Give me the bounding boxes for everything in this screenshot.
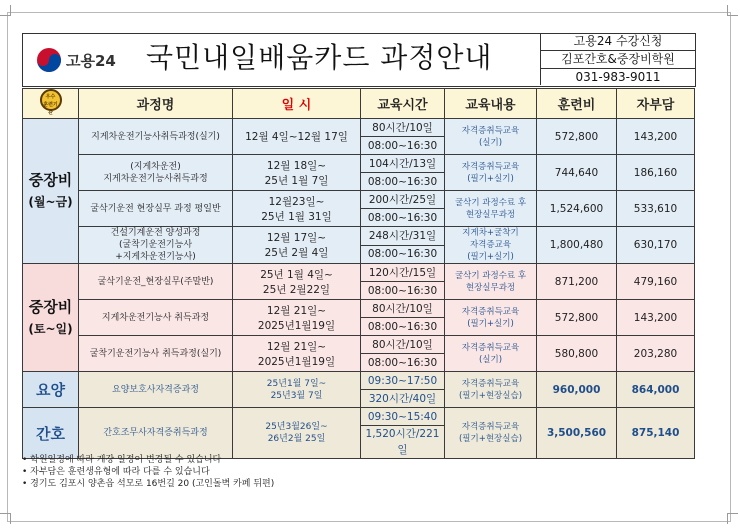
course-self-pay: 143,200 xyxy=(617,300,695,336)
course-content: 굴삭기 과정수료 후 현장실무과정 xyxy=(445,264,537,300)
course-content: 자격증취득교육 (필기+실기) xyxy=(445,300,537,336)
course-fee: 572,800 xyxy=(537,300,617,336)
course-name: 지게차운전기능사취득과정(실기) xyxy=(79,119,233,155)
category-nursing: 간호 xyxy=(23,408,79,459)
course-name: 굴삭기운전_현장실무(주말반) xyxy=(79,264,233,300)
note-line: • 학원일정에 따라 개강 일정이 변경될 수 있습니다 xyxy=(22,455,222,465)
course-content: 자격증취득교육 (필기+현장실습) xyxy=(445,372,537,408)
table-row xyxy=(23,300,695,318)
phone-number: 031-983-9011 xyxy=(575,70,661,84)
course-self-pay: 533,610 xyxy=(617,191,695,227)
table-row xyxy=(23,264,695,282)
course-self-pay: 630,170 xyxy=(617,227,695,264)
course-hours: 80시간/10일 xyxy=(361,119,445,137)
course-self-pay: 875,140 xyxy=(617,408,695,459)
category-heavy-weekend: 중장비 (토~일) xyxy=(23,264,79,372)
course-date: 12월23일~ 25년 1월 31일 xyxy=(233,191,361,227)
header-course: 과정명 xyxy=(79,89,233,119)
course-time: 08:00~16:30 xyxy=(361,137,445,155)
corner-mark xyxy=(727,513,738,524)
course-hours: 80시간/10일 xyxy=(361,336,445,354)
table-row xyxy=(23,119,695,137)
course-date: 25년 1월 4일~ 25년 2월22일 xyxy=(233,264,361,300)
course-fee: 960,000 xyxy=(537,372,617,408)
course-fee: 1,800,480 xyxy=(537,227,617,264)
course-time: 08:00~16:30 xyxy=(361,282,445,300)
course-name: 요양보호사자격증과정 xyxy=(79,372,233,408)
header-fee: 훈련비 xyxy=(537,89,617,119)
course-date: 12월 4일~12월 17일 xyxy=(233,119,361,155)
course-date: 25년3월26일~ 26년2월 25일 xyxy=(233,408,361,459)
course-date: 12월 21일~ 2025년1월19일 xyxy=(233,336,361,372)
corner-mark xyxy=(0,513,11,524)
table-row xyxy=(23,191,695,209)
page-title: 국민내일배움카드 과정안내 xyxy=(146,41,493,74)
course-name: 굴삭기운전 현장실무 과정 평일반 xyxy=(79,191,233,227)
course-self-pay: 864,000 xyxy=(617,372,695,408)
course-hours: 80시간/10일 xyxy=(361,300,445,318)
course-time: 08:00~16:30 xyxy=(361,245,445,264)
course-name: 간호조무사자격증취득과정 xyxy=(79,408,233,459)
category-care: 요양 xyxy=(23,372,79,408)
course-hours: 09:30~15:40 xyxy=(361,408,445,426)
table-row xyxy=(23,155,695,173)
course-name: 건설기계운전 양성과정 (굴착기운전기능사 +지게차운전기능사) xyxy=(79,227,233,264)
course-table xyxy=(22,88,695,459)
table-row xyxy=(23,372,695,390)
logo-text: 고용24 xyxy=(66,52,116,70)
table-row xyxy=(23,408,695,426)
course-fee: 572,800 xyxy=(537,119,617,155)
course-time: 08:00~16:30 xyxy=(361,173,445,191)
taegeuk-logo-icon xyxy=(36,47,62,73)
course-fee: 1,524,600 xyxy=(537,191,617,227)
course-fee: 744,640 xyxy=(537,155,617,191)
course-time: 320시간/40일 xyxy=(361,390,445,408)
header-content: 교육내용 xyxy=(445,89,537,119)
course-name: (지게차운전) 지게차운전기능사취득과정 xyxy=(79,155,233,191)
quality-badge-cell xyxy=(23,89,79,119)
course-hours: 104시간/13일 xyxy=(361,155,445,173)
course-content: 굴삭기 과정수료 후 현장실무과정 xyxy=(445,191,537,227)
info-line: 고용24 수강신청 xyxy=(541,33,695,51)
course-content: 자격증취득교육 (필기+실기) xyxy=(445,155,537,191)
course-date: 25년1월 7일~ 25년3월 7일 xyxy=(233,372,361,408)
header-date: 일 시 xyxy=(233,89,361,119)
note-line: • 경기도 김포시 양촌읍 석모로 16번길 20 (고인돌벽 카페 뒤편) xyxy=(22,479,275,489)
course-hours: 120시간/15일 xyxy=(361,264,445,282)
course-content: 지게차+굴착기 자격증교육 (필기+실기) xyxy=(445,227,537,264)
course-self-pay: 143,200 xyxy=(617,119,695,155)
quality-badge-icon: 우수 훈련기관 xyxy=(40,89,62,111)
course-hours: 200시간/25일 xyxy=(361,191,445,209)
academy-info xyxy=(540,33,695,85)
course-content: 자격증취득교육 (실기) xyxy=(445,336,537,372)
course-fee: 871,200 xyxy=(537,264,617,300)
course-time: 08:00~16:30 xyxy=(361,354,445,372)
corner-mark xyxy=(0,5,11,16)
table-header-row xyxy=(23,89,695,119)
category-heavy-weekday: 중장비 (월~금) xyxy=(23,119,79,264)
course-time: 1,520시간/221일 xyxy=(361,426,445,459)
header-self: 자부담 xyxy=(617,89,695,119)
table-row xyxy=(23,227,695,246)
course-date: 12월 21일~ 2025년1월19일 xyxy=(233,300,361,336)
course-date: 12월 17일~ 25년 2월 4일 xyxy=(233,227,361,264)
note-line: • 자부담은 훈련생유형에 따라 다를 수 있습니다 xyxy=(22,467,210,477)
corner-mark xyxy=(727,5,738,16)
course-self-pay: 186,160 xyxy=(617,155,695,191)
course-content: 자격증취득교육 (실기) xyxy=(445,119,537,155)
course-self-pay: 203,280 xyxy=(617,336,695,372)
info-line: 김포간호&중장비학원 xyxy=(541,51,695,69)
course-name: 굴착기운전기능사 취득과정(실기) xyxy=(79,336,233,372)
course-fee: 580,800 xyxy=(537,336,617,372)
course-time: 08:00~16:30 xyxy=(361,318,445,336)
course-name: 지게차운전기능사 취득과정 xyxy=(79,300,233,336)
header-hours: 교육시간 xyxy=(361,89,445,119)
course-hours: 09:30~17:50 xyxy=(361,372,445,390)
notes xyxy=(22,454,274,490)
course-hours: 248시간/31일 xyxy=(361,227,445,246)
table-row xyxy=(23,336,695,354)
course-date: 12월 18일~ 25년 1월 7일 xyxy=(233,155,361,191)
course-content: 자격증취득교육 (필기+현장실습) xyxy=(445,408,537,459)
course-fee: 3,500,560 xyxy=(537,408,617,459)
course-time: 08:00~16:30 xyxy=(361,209,445,227)
course-self-pay: 479,160 xyxy=(617,264,695,300)
employment-logo xyxy=(36,42,136,78)
